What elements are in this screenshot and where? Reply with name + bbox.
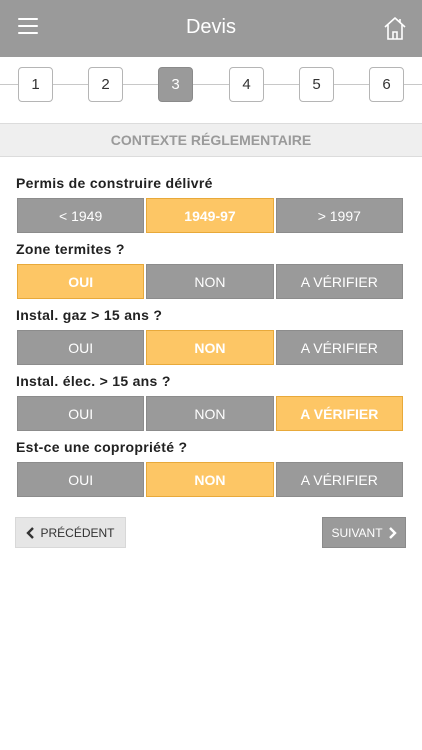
app-header xyxy=(0,0,422,57)
home-icon xyxy=(383,15,407,41)
option-button[interactable]: OUI xyxy=(17,462,144,497)
question-label-copropriete: Est-ce une copropriété ? xyxy=(16,439,188,455)
chevron-right-icon xyxy=(387,527,397,539)
option-button-selected[interactable]: 1949-97 xyxy=(146,198,273,233)
previous-button-label: PRÉCÉDENT xyxy=(40,525,115,540)
home-button[interactable] xyxy=(383,15,407,41)
option-button[interactable]: NON xyxy=(146,396,273,431)
previous-button[interactable] xyxy=(15,517,126,548)
option-button[interactable]: NON xyxy=(146,264,273,299)
option-button[interactable]: > 1997 xyxy=(276,198,403,233)
option-button[interactable]: A VÉRIFIER xyxy=(276,264,403,299)
question-label-gaz: Instal. gaz > 15 ans ? xyxy=(16,307,163,323)
next-button[interactable] xyxy=(322,517,406,548)
step-3[interactable]: 3 xyxy=(158,67,193,102)
next-button-label: SUIVANT xyxy=(331,525,383,540)
question-label-elec: Instal. élec. > 15 ans ? xyxy=(16,373,171,389)
section-header xyxy=(0,123,422,157)
question-label-termites: Zone termites ? xyxy=(16,241,125,257)
option-button-selected[interactable]: A VÉRIFIER xyxy=(276,396,403,431)
option-button[interactable]: A VÉRIFIER xyxy=(276,462,403,497)
page-title: Devis xyxy=(185,16,236,38)
option-button[interactable]: OUI xyxy=(17,330,144,365)
option-group-elec xyxy=(17,396,403,431)
option-group-permis xyxy=(17,198,403,233)
option-button[interactable]: A VÉRIFIER xyxy=(276,330,403,365)
option-group-copropriete xyxy=(17,462,403,497)
option-button-selected[interactable]: NON xyxy=(146,462,273,497)
option-button-selected[interactable]: NON xyxy=(146,330,273,365)
chevron-left-icon xyxy=(26,527,36,539)
step-2[interactable]: 2 xyxy=(88,67,123,102)
step-indicator xyxy=(0,57,422,123)
step-1[interactable]: 1 xyxy=(18,67,53,102)
section-title: CONTEXTE RÉGLEMENTAIRE xyxy=(110,132,312,148)
option-button[interactable]: < 1949 xyxy=(17,198,144,233)
option-group-gaz xyxy=(17,330,403,365)
step-6[interactable]: 6 xyxy=(369,67,404,102)
option-button-selected[interactable]: OUI xyxy=(17,264,144,299)
step-4[interactable]: 4 xyxy=(229,67,264,102)
step-line xyxy=(0,84,422,85)
option-button[interactable]: OUI xyxy=(17,396,144,431)
option-group-termites xyxy=(17,264,403,299)
step-5[interactable]: 5 xyxy=(299,67,334,102)
question-label-permis: Permis de construire délivré xyxy=(16,175,213,191)
